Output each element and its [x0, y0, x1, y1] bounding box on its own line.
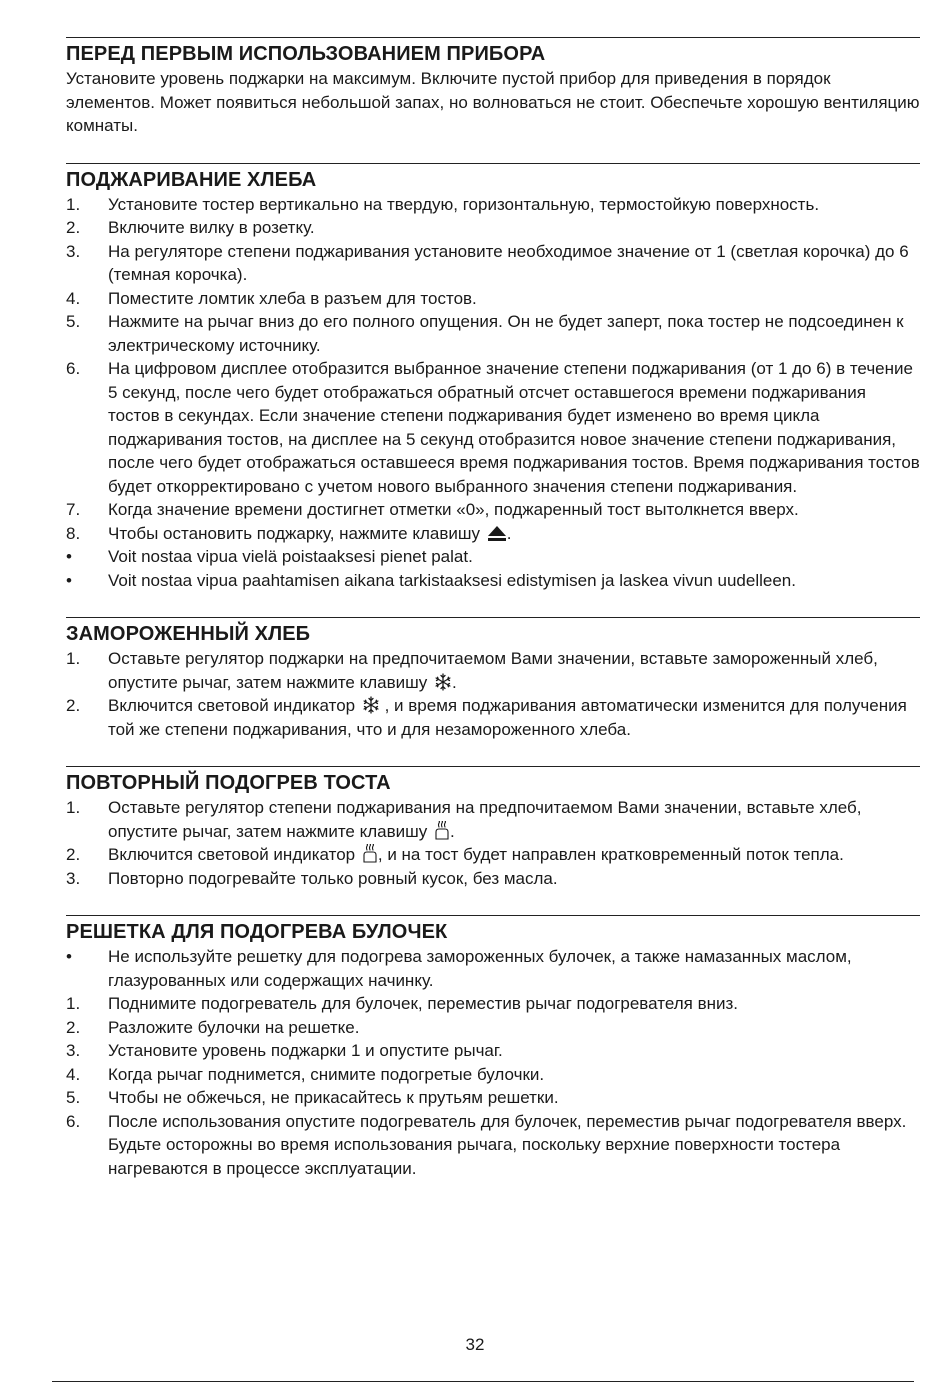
section-frozen-bread: [66, 617, 920, 741]
list-text: На регуляторе степени поджаривания установите необходимое значение от 1 (светлая корочка) до 6 (темная корочка).: [108, 241, 909, 284]
list-item: [66, 945, 920, 992]
list-text: Voit nostaa vipua vielä poistaaksesi pienet palat.: [108, 547, 473, 566]
list-marker: 3.: [66, 868, 81, 888]
section-reheat-toast: [66, 766, 920, 890]
list-item: [66, 287, 920, 311]
list-text: Поместите ломтик хлеба в разъем для тостов.: [108, 288, 477, 308]
list-marker: 3.: [66, 241, 81, 261]
section-intro: Установите уровень поджарки на максимум. Включите пустой прибор для приведения в порядок элементов. Может появиться небольшой запах, но волноваться не стоит. Обеспечьте хорошую вентиляцию комнаты.: [66, 69, 920, 135]
section-title: ПОДЖАРИВАНИЕ ХЛЕБА: [66, 168, 317, 191]
list-text: Когда значение времени достигнет отметки «0», поджаренный тост вытолкнется вверх.: [108, 500, 799, 519]
footer-divider: [52, 1381, 914, 1382]
list-marker: 8.: [66, 523, 81, 543]
snowflake-icon: [362, 696, 380, 714]
list-marker: 5.: [66, 1088, 81, 1107]
list-marker: •: [66, 547, 72, 566]
instruction-list: [66, 647, 920, 741]
list-item: [66, 1086, 920, 1110]
list-marker: 6.: [66, 359, 81, 378]
list-item: [66, 310, 920, 357]
list-item: [66, 545, 920, 569]
list-item: [66, 843, 920, 867]
list-item: [66, 1063, 920, 1087]
list-item: [66, 216, 920, 240]
list-item: [66, 694, 920, 741]
list-item: [66, 1039, 920, 1063]
list-marker: 1.: [66, 798, 81, 817]
list-text: Повторно подогревайте только ровный кусок, без масла.: [108, 868, 558, 888]
list-item: [66, 522, 920, 546]
list-text: На цифровом дисплее отобразится выбранное значение степени поджаривания (от 1 до 6) в течение 5 секунд, после чего будет отображаться обратный отсчет оставшегося времени поджаривания тостов в секундах. Если значение степени поджаривания будет изменено во время цикла поджаривания тостов, на дисплее на 5 секунд отобразится новое значение степени поджаривания, после чего будет отображаться оставшееся время поджаривания тостов. Время поджаривания тостов будет откорректировано с учетом нового выбранного значения степени поджаривания.: [108, 359, 920, 496]
list-marker: 2.: [66, 218, 81, 237]
list-marker: 1.: [66, 649, 81, 668]
instruction-list: [66, 796, 920, 890]
list-item: [66, 1016, 920, 1040]
list-marker: 1.: [66, 194, 81, 214]
list-marker: 5.: [66, 312, 81, 331]
list-marker: 4.: [66, 1064, 81, 1084]
list-item: [66, 992, 920, 1016]
section-before-first-use: [66, 37, 920, 138]
section-toasting-bread: [66, 163, 920, 593]
reheat-icon: [434, 821, 450, 840]
list-marker: 2.: [66, 845, 81, 864]
list-text: Нажмите на рычаг вниз до его полного опущения. Он не будет заперт, пока тостер не подсоединен к электрическому источнику.: [108, 312, 904, 355]
list-text: Чтобы не обжечься, не прикасайтесь к прутьям решетки.: [108, 1088, 559, 1107]
list-item: [66, 1110, 920, 1181]
list-item: [66, 240, 920, 287]
list-text: Voit nostaa vipua paahtamisen aikana tarkistaaksesi edistymisen ja laskea vivun uudelleen.: [108, 570, 796, 590]
list-marker: 7.: [66, 500, 81, 519]
page-number: 32: [465, 1335, 485, 1354]
list-text: Чтобы остановить поджарку, нажмите клавишу: [108, 523, 480, 543]
list-marker: 3.: [66, 1041, 81, 1060]
list-item: [66, 498, 920, 522]
list-marker: •: [66, 947, 72, 966]
section-title: ЗАМОРОЖЕННЫЙ ХЛЕБ: [66, 623, 311, 645]
list-marker: •: [66, 570, 72, 590]
list-text-suffix: , и на тост будет направлен кратковременный поток тепла.: [377, 845, 844, 864]
list-text: Оставьте регулятор степени поджаривания на предпочитаемом Вами значении, вставьте хлеб, опустите рычаг, затем нажмите клавишу: [108, 798, 862, 841]
section-bun-warming-rack: [66, 915, 920, 1180]
list-text: Поднимите подогреватель для булочек, переместив рычаг подогревателя вниз.: [108, 994, 738, 1013]
eject-icon: [487, 525, 507, 542]
list-text-suffix: .: [452, 672, 457, 692]
list-text-suffix: .: [450, 821, 455, 841]
list-text: Установите уровень поджарки 1 и опустите рычаг.: [108, 1041, 503, 1060]
snowflake-icon: [434, 673, 452, 691]
list-marker: 2.: [66, 696, 81, 715]
list-text: Когда рычаг поднимется, снимите подогретые булочки.: [108, 1064, 545, 1084]
section-title: ПЕРЕД ПЕРВЫМ ИСПОЛЬЗОВАНИЕМ ПРИБОРА: [66, 43, 546, 65]
list-text-suffix: , и время поджаривания автоматически изменится для получения той же степени поджаривания, что и для незамороженного хлеба.: [108, 696, 907, 739]
list-text: Установите тостер вертикально на твердую, горизонтальную, термостойкую поверхность.: [108, 194, 820, 214]
instruction-list: [66, 193, 920, 593]
document-page: [66, 37, 920, 1205]
list-text: После использования опустите подогреватель для булочек, переместив рычаг подогревателя вверх. Будьте осторожны во время использования рычага, поскольку верхние поверхности тостера нагреваются в процессе эксплуатации.: [108, 1111, 907, 1178]
list-marker: 1.: [66, 994, 81, 1013]
list-item: [66, 357, 920, 498]
list-marker: 6.: [66, 1111, 81, 1131]
section-title: ПОВТОРНЫЙ ПОДОГРЕВ ТОСТА: [66, 772, 391, 794]
list-text: Включится световой индикатор: [108, 696, 356, 715]
list-item: [66, 796, 920, 843]
section-title: РЕШЕТКА ДЛЯ ПОДОГРЕВА БУЛОЧЕК: [66, 921, 448, 943]
list-item: [66, 647, 920, 694]
list-text: Оставьте регулятор поджарки на предпочитаемом Вами значении, вставьте замороженный хлеб, опустите рычаг, затем нажмите клавишу: [108, 649, 878, 692]
list-text: Разложите булочки на решетке.: [108, 1017, 360, 1037]
list-marker: 2.: [66, 1017, 81, 1037]
list-text: Включится световой индикатор: [108, 845, 356, 864]
list-marker: 4.: [66, 288, 81, 308]
list-item: [66, 569, 920, 593]
reheat-icon: [362, 844, 378, 863]
list-item: [66, 867, 920, 891]
list-text: Не используйте решетку для подогрева замороженных булочек, а также намазанных маслом, глазурованных или содержащих начинку.: [108, 947, 852, 990]
list-text: Включите вилку в розетку.: [108, 218, 315, 237]
list-text-suffix: .: [506, 523, 512, 543]
instruction-list: [66, 945, 920, 1180]
list-item: [66, 193, 920, 217]
